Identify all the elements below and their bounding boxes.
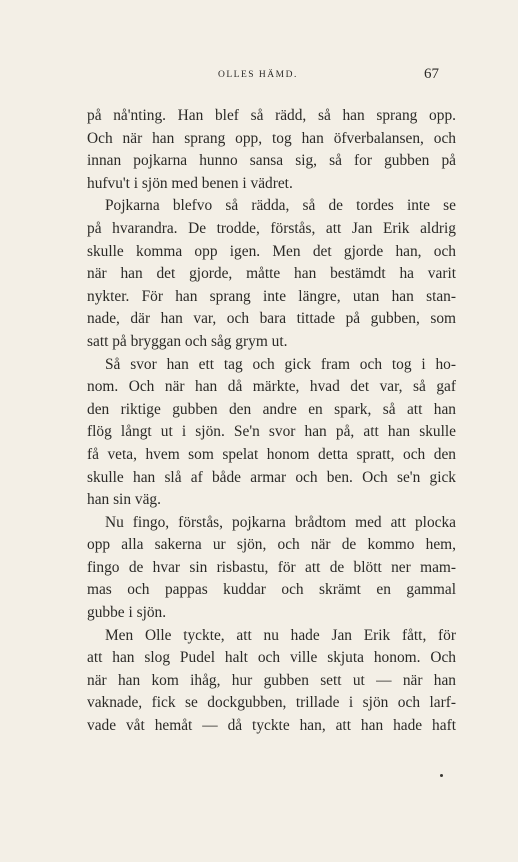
paragraph-start-line: Så svor han ett tag och gick fram och tog i ho- <box>105 355 456 373</box>
running-header <box>0 66 518 86</box>
text-line: när han det gjorde, måtte han bestämdt ha varit <box>87 265 456 283</box>
text-line: nom. Och när han då märkte, hvad det var, så gaf <box>87 378 456 396</box>
running-title: OLLES HÄMD. <box>218 70 298 80</box>
text-line: innan pojkarna hunno sansa sig, så for gubben på <box>87 152 456 170</box>
text-line: mas och pappas kuddar och skrämt en gammal <box>87 581 456 599</box>
text-line: när han kom ihåg, hur gubben sett ut — när han <box>87 671 456 689</box>
text-line: nade, där han var, och bara tittade på gubben, som <box>87 310 456 328</box>
text-line: satt på bryggan och såg grym ut. <box>87 332 288 350</box>
text-line: få veta, hvem som spelat honom detta spratt, och den <box>87 445 456 463</box>
text-line: skulle han slå af både armar och ben. Och se'n gick <box>87 468 456 486</box>
text-line: hufvu't i sjön med benen i vädret. <box>87 174 293 192</box>
paragraph-start-line: Men Olle tyckte, att nu hade Jan Erik fått, för <box>105 626 456 644</box>
text-line: opp alla sakerna ur sjön, och när de kommo hem, <box>87 536 456 554</box>
text-line: fingo de hvar sin risbastu, för att de blött ner mam- <box>87 558 456 576</box>
text-line: den riktige gubben den andre en spark, så att han <box>87 400 456 418</box>
text-line: skulle komma opp igen. Men det gjorde han, och <box>87 242 456 260</box>
text-line: vade våt hemåt — då tyckte han, att han hade haft <box>87 717 456 735</box>
text-line: Och när han sprang opp, tog han öfverbalansen, och <box>87 129 456 147</box>
text-line: på nå'nting. Han blef så rädd, så han sprang opp. <box>87 107 456 124</box>
paragraph-start-line: Pojkarna blefvo så rädda, så de tordes inte se <box>105 197 456 215</box>
text-line: nykter. För han sprang inte längre, utan han stan- <box>87 287 456 305</box>
text-line: gubbe i sjön. <box>87 604 167 622</box>
text-line: att han slog Pudel halt och ville skjuta honom. Och <box>87 649 456 667</box>
text-line: flög långt ut i sjön. Se'n svor han på, att han skulle <box>87 423 456 441</box>
paragraph-start-line: Nu fingo, förstås, pojkarna brådtom med att plocka <box>105 513 456 531</box>
body-text <box>87 105 456 738</box>
text-line: vaknade, fick se dockgubben, trillade i sjön och larf- <box>87 694 456 712</box>
page-number: 67 <box>424 66 439 82</box>
text-line: han sin väg. <box>87 491 161 509</box>
text-line: på hvarandra. De trodde, förstås, att Jan Erik aldrig <box>87 219 456 237</box>
ink-speck <box>440 774 443 777</box>
